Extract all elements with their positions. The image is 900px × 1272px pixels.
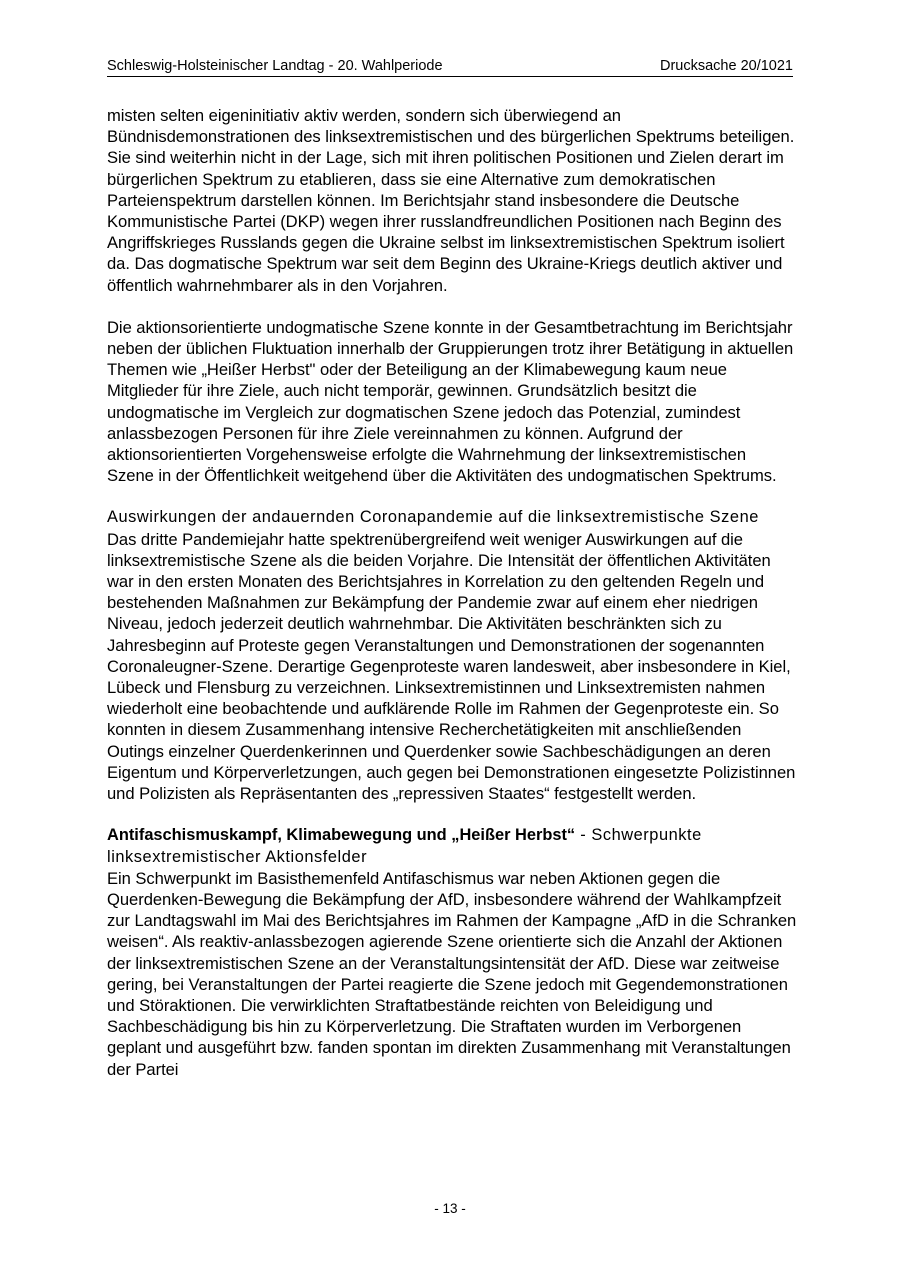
section-heading-antifascism (107, 825, 797, 867)
paragraph-corona-effects: Das dritte Pandemiejahr hatte spektrenübergreifend weit weniger Auswirkungen auf die linksextremistische Szene als die beiden Vorjahre. Die Intensität der öffentlichen Aktivitäten war in den ersten Monaten des Berichtsjahres in Korrelation zu den geltenden Regeln und bestehenden Maßnahmen zur Bekämpfung der Pandemie zwar auf einem eher niedrigen Niveau, jedoch jederzeit deutlich wahrnehmbar. Die Aktivitäten beschränkten sich zu Jahresbeginn auf Proteste gegen Veranstaltungen und Demonstrationen der sogenannten Coronaleugner-Szene. Derartige Gegenproteste waren landesweit, aber insbesondere in Kiel, Lübeck und Flensburg zu verzeichnen. Linksextremistinnen und Linksextremisten nahmen wiederholt eine beobachtende und aufklärende Rolle im Rahmen der Gegenproteste ein. So konnten in diesem Zusammenhang intensive Recherchetätigkeiten mit anschließenden Outings einzelner Querdenkerinnen und Querdenker sowie Sachbeschädigungen an deren Eigentum und Körperverletzungen, auch gegen bei Demonstrationen eingesetzte Polizistinnen und Polizisten als Repräsentanten des „repressiven Staates“ festgestellt werden. (107, 529, 796, 804)
section-heading-bold: Antifaschismuskampf, Klimabewegung und „Heißer Herbst“ (107, 826, 576, 845)
header-document-number: Drucksache 20/1021 (660, 58, 793, 74)
page-number: - 13 - (434, 1201, 466, 1216)
header-title: Schleswig-Holsteinischer Landtag - 20. Wahlperiode (107, 58, 443, 74)
paragraph-dogmatic-spectrum: misten selten eigeninitiativ aktiv werden, sondern sich überwiegend an Bündnisdemonstrationen des linksextremistischen und des bürgerlichen Spektrums beteiligen. Sie sind weiterhin nicht in der Lage, sich mit ihren politischen Positionen und Zielen derart im bürgerlichen Spektrum zu etablieren, dass sie eine Alternative zum demokratischen Parteienspektrum darstellen können. Im Berichtsjahr stand insbesondere die Deutsche Kommunistische Partei (DKP) wegen ihrer russlandfreundlichen Positionen nach Beginn des Angriffskrieges Russlands gegen die Ukraine selbst im linksextremistischen Spektrum isoliert da. Das dogmatische Spektrum war seit dem Beginn des Ukraine-Kriegs deutlich aktiver und öffentlich wahrnehmbarer als in den Vorjahren. (107, 106, 795, 295)
paragraph-antifascism: Ein Schwerpunkt im Basisthemenfeld Antifaschismus war neben Aktionen gegen die Querdenken-Bewegung die Bekämpfung der AfD, insbesondere während der Wahlkampfzeit zur Landtagswahl im Mai des Berichtsjahres im Rahmen der Kampagne „AfD in die Schranken weisen“. Als reaktiv-anlassbezogen agierende Szene orientierte sich die Anzahl der Aktionen der linksextremistischen Szene an der Veranstaltungsintensität der AfD. Diese war zeitweise gering, bei Veranstaltungen der Partei reagierte die Szene jedoch mit Gegendemonstrationen und Störaktionen. Die verwirklichten Straftatbestände reichten von Beleidigung und Sachbeschädigung bis hin zu Körperverletzung. Die Straftaten wurden im Verborgenen geplant und ausgeführt bzw. fanden spontan im direkten Zusammenhang mit Veranstaltungen der Partei (107, 868, 797, 1079)
paragraph-undogmatic-scene: Die aktionsorientierte undogmatische Szene konnte in der Gesamtbetrachtung im Berichtsjahr neben der üblichen Fluktuation innerhalb der Gruppierungen trotz ihrer Betätigung in aktuellen Themen wie „Heißer Herbst" oder der Beteiligung an der Klimabewegung kaum neue Mitglieder für ihre Ziele, auch nicht temporär, gewinnen. Grundsätzlich besitzt die undogmatische im Vergleich zur dogmatischen Szene jedoch das Potenzial, zumindest anlassbezogen Personen für ihre Ziele vereinnahmen zu können. Aufgrund der aktionsorientierten Vorgehensweise erfolgte die Wahrnehmung der linksextremistischen Szene in der Öffentlichkeit weitgehend über die Aktivitäten des undogmatischen Spektrums. (107, 317, 794, 486)
section-heading-subtitle: - Schwerpunkte linksextremistischer Aktionsfelder (107, 826, 702, 866)
page-header (107, 56, 793, 77)
document-body (107, 105, 797, 1080)
section-heading-corona: Auswirkungen der andauernden Coronapandemie auf die linksextremistische Szene (107, 508, 759, 527)
